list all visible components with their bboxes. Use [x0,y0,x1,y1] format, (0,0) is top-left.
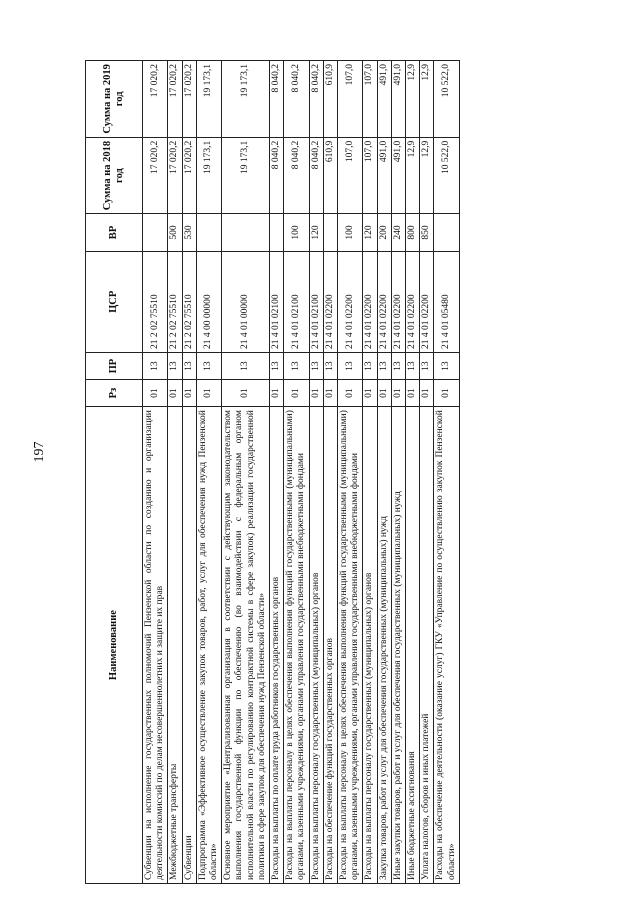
cell-name: Расходы на обеспечение деятельности (оказание услуг) ГКУ «Управление по осуществлению закупок Пензенской области» [434,407,459,884]
cell-rz: 01 [338,380,363,407]
cell-csr: 21 4 01 02100 [284,251,309,352]
rotated-table-container [85,60,637,884]
table-row [377,61,391,884]
cell-name: Межбюджетные трансферты [168,407,182,884]
cell-sum-2019: 12,9 [420,61,434,138]
cell-rz: 01 [270,380,284,407]
cell-rz: 01 [377,380,391,407]
cell-rz: 01 [406,380,420,407]
cell-csr: 21 4 01 02200 [363,251,377,352]
cell-name: Иные закупки товаров, работ и услуг для обеспечения государственных (муниципальных) нужд [391,407,405,884]
cell-csr: 21 4 01 02200 [420,251,434,352]
cell-rz: 01 [363,380,377,407]
table-row [363,61,377,884]
cell-sum-2019: 19 173,1 [196,61,221,138]
cell-rz: 01 [323,380,337,407]
cell-sum-2019: 17 020,2 [143,61,168,138]
cell-sum-2019: 17 020,2 [182,61,196,138]
cell-sum-2018: 17 020,2 [182,137,196,214]
header-csr: ЦСР [86,251,143,352]
table-row [420,61,434,884]
budget-table [85,60,460,884]
cell-sum-2019: 8 040,2 [270,61,284,138]
cell-csr: 21 4 01 02200 [377,251,391,352]
cell-pr: 13 [182,353,196,380]
cell-sum-2018: 8 040,2 [284,137,309,214]
cell-name: Подпрограмма «Эффективное осуществление закупок товаров, работ, услуг для обеспечения нужд Пензенской области» [196,407,221,884]
header-vr: ВР [86,214,143,251]
table-row [284,61,309,884]
cell-sum-2018: 8 040,2 [309,137,323,214]
table-row [406,61,420,884]
cell-pr: 13 [222,353,270,380]
cell-csr: 21 4 01 02200 [323,251,337,352]
cell-vr: 240 [391,214,405,251]
page-number: 197 [32,441,47,463]
cell-pr: 13 [363,353,377,380]
cell-sum-2018: 19 173,1 [196,137,221,214]
cell-vr [222,214,270,251]
cell-vr: 500 [168,214,182,251]
header-pr: ПР [86,353,143,380]
cell-sum-2018: 491,0 [391,137,405,214]
cell-name: Субвенции на исполнение государственных полномочий Пензенской области по созданию и организации деятельности комиссий по делам несовершеннолетних и защите их прав [143,407,168,884]
cell-vr: 800 [406,214,420,251]
cell-name: Основное мероприятие «Централизованная организация в соответствии с действующим законодательством выполнения государственной функции по обеспечению (во взаимодействии с федеральным органом исполнительной власти по регулированию контрактной системы в сфере закупок) реализации государственной политики в сфере закупок для обеспечения нужд Пензенской области» [222,407,270,884]
cell-pr: 13 [309,353,323,380]
table-row [434,61,459,884]
cell-csr: 21 4 01 05480 [434,251,459,352]
cell-vr: 200 [377,214,391,251]
cell-sum-2019: 491,0 [391,61,405,138]
cell-csr: 21 4 00 00000 [196,251,221,352]
cell-sum-2019: 10 522,0 [434,61,459,138]
cell-pr: 13 [420,353,434,380]
cell-name: Расходы на выплаты персоналу государственных (муниципальных) органов [363,407,377,884]
table-body [143,61,460,884]
cell-csr: 21 4 01 02100 [309,251,323,352]
cell-pr: 13 [434,353,459,380]
table-row [391,61,405,884]
cell-vr: 100 [284,214,309,251]
cell-sum-2019: 491,0 [377,61,391,138]
cell-pr: 13 [196,353,221,380]
table-row [222,61,270,884]
cell-name: Расходы на выплаты персоналу государственных (муниципальных) органов [309,407,323,884]
cell-name: Расходы на выплаты по оплате труда работников государственных органов [270,407,284,884]
header-name: Наименование [86,407,143,884]
cell-vr: 100 [338,214,363,251]
cell-vr: 120 [309,214,323,251]
table-row [270,61,284,884]
table-header-row [86,61,143,884]
cell-sum-2019: 8 040,2 [309,61,323,138]
table-row [323,61,337,884]
table-row [338,61,363,884]
cell-rz: 01 [420,380,434,407]
table-row [182,61,196,884]
cell-csr: 21 4 01 02200 [406,251,420,352]
cell-csr: 21 2 02 75510 [168,251,182,352]
cell-pr: 13 [270,353,284,380]
cell-sum-2018: 17 020,2 [143,137,168,214]
cell-csr: 21 2 02 75510 [182,251,196,352]
cell-pr: 13 [323,353,337,380]
cell-sum-2019: 107,0 [338,61,363,138]
cell-csr: 21 4 01 00000 [222,251,270,352]
cell-csr: 21 4 01 02100 [270,251,284,352]
cell-name: Расходы на выплаты персоналу в целях обеспечения выполнения функций государственными (муниципальными) органами, казенными учреждениями, органами управления государственными внебюджетными фондами [284,407,309,884]
cell-sum-2019: 610,9 [323,61,337,138]
cell-sum-2018: 17 020,2 [168,137,182,214]
cell-vr: 120 [363,214,377,251]
cell-pr: 13 [391,353,405,380]
cell-csr: 21 2 02 75510 [143,251,168,352]
cell-sum-2018: 12,9 [406,137,420,214]
cell-sum-2018: 107,0 [363,137,377,214]
header-sum-2019: Сумма на 2019 год [86,61,143,138]
cell-pr: 13 [377,353,391,380]
cell-rz: 01 [434,380,459,407]
cell-vr [323,214,337,251]
cell-sum-2018: 12,9 [420,137,434,214]
cell-sum-2019: 19 173,1 [222,61,270,138]
cell-pr: 13 [143,353,168,380]
cell-pr: 13 [168,353,182,380]
cell-sum-2018: 491,0 [377,137,391,214]
cell-name: Уплата налогов, сборов и иных платежей [420,407,434,884]
table-row [196,61,221,884]
table-row [143,61,168,884]
cell-sum-2018: 610,9 [323,137,337,214]
cell-pr: 13 [338,353,363,380]
cell-vr: 850 [420,214,434,251]
cell-vr: 530 [182,214,196,251]
cell-name: Субвенции [182,407,196,884]
cell-name: Расходы на выплаты персоналу в целях обеспечения выполнения функций государственными (муниципальными) органами, казенными учреждениями, органами управления государственными внебюджетными фондами [338,407,363,884]
cell-rz: 01 [284,380,309,407]
cell-sum-2018: 19 173,1 [222,137,270,214]
cell-rz: 01 [168,380,182,407]
cell-pr: 13 [284,353,309,380]
cell-vr [196,214,221,251]
cell-rz: 01 [182,380,196,407]
cell-sum-2019: 12,9 [406,61,420,138]
cell-sum-2019: 17 020,2 [168,61,182,138]
cell-csr: 21 4 01 02200 [338,251,363,352]
cell-name: Иные бюджетные ассигнования [406,407,420,884]
cell-rz: 01 [222,380,270,407]
cell-name: Расходы на обеспечение функций государственных органов [323,407,337,884]
cell-pr: 13 [406,353,420,380]
table-row [309,61,323,884]
header-rz: Рз [86,380,143,407]
cell-sum-2019: 8 040,2 [284,61,309,138]
cell-rz: 01 [143,380,168,407]
cell-vr [270,214,284,251]
cell-csr: 21 4 01 02200 [391,251,405,352]
cell-name: Закупка товаров, работ и услуг для обеспечения государственных (муниципальных) нужд [377,407,391,884]
cell-vr [434,214,459,251]
table-row [168,61,182,884]
cell-rz: 01 [196,380,221,407]
cell-sum-2019: 107,0 [363,61,377,138]
cell-rz: 01 [309,380,323,407]
cell-sum-2018: 8 040,2 [270,137,284,214]
cell-sum-2018: 107,0 [338,137,363,214]
cell-rz: 01 [391,380,405,407]
cell-sum-2018: 10 522,0 [434,137,459,214]
header-sum-2018: Сумма на 2018 год [86,137,143,214]
cell-vr [143,214,168,251]
